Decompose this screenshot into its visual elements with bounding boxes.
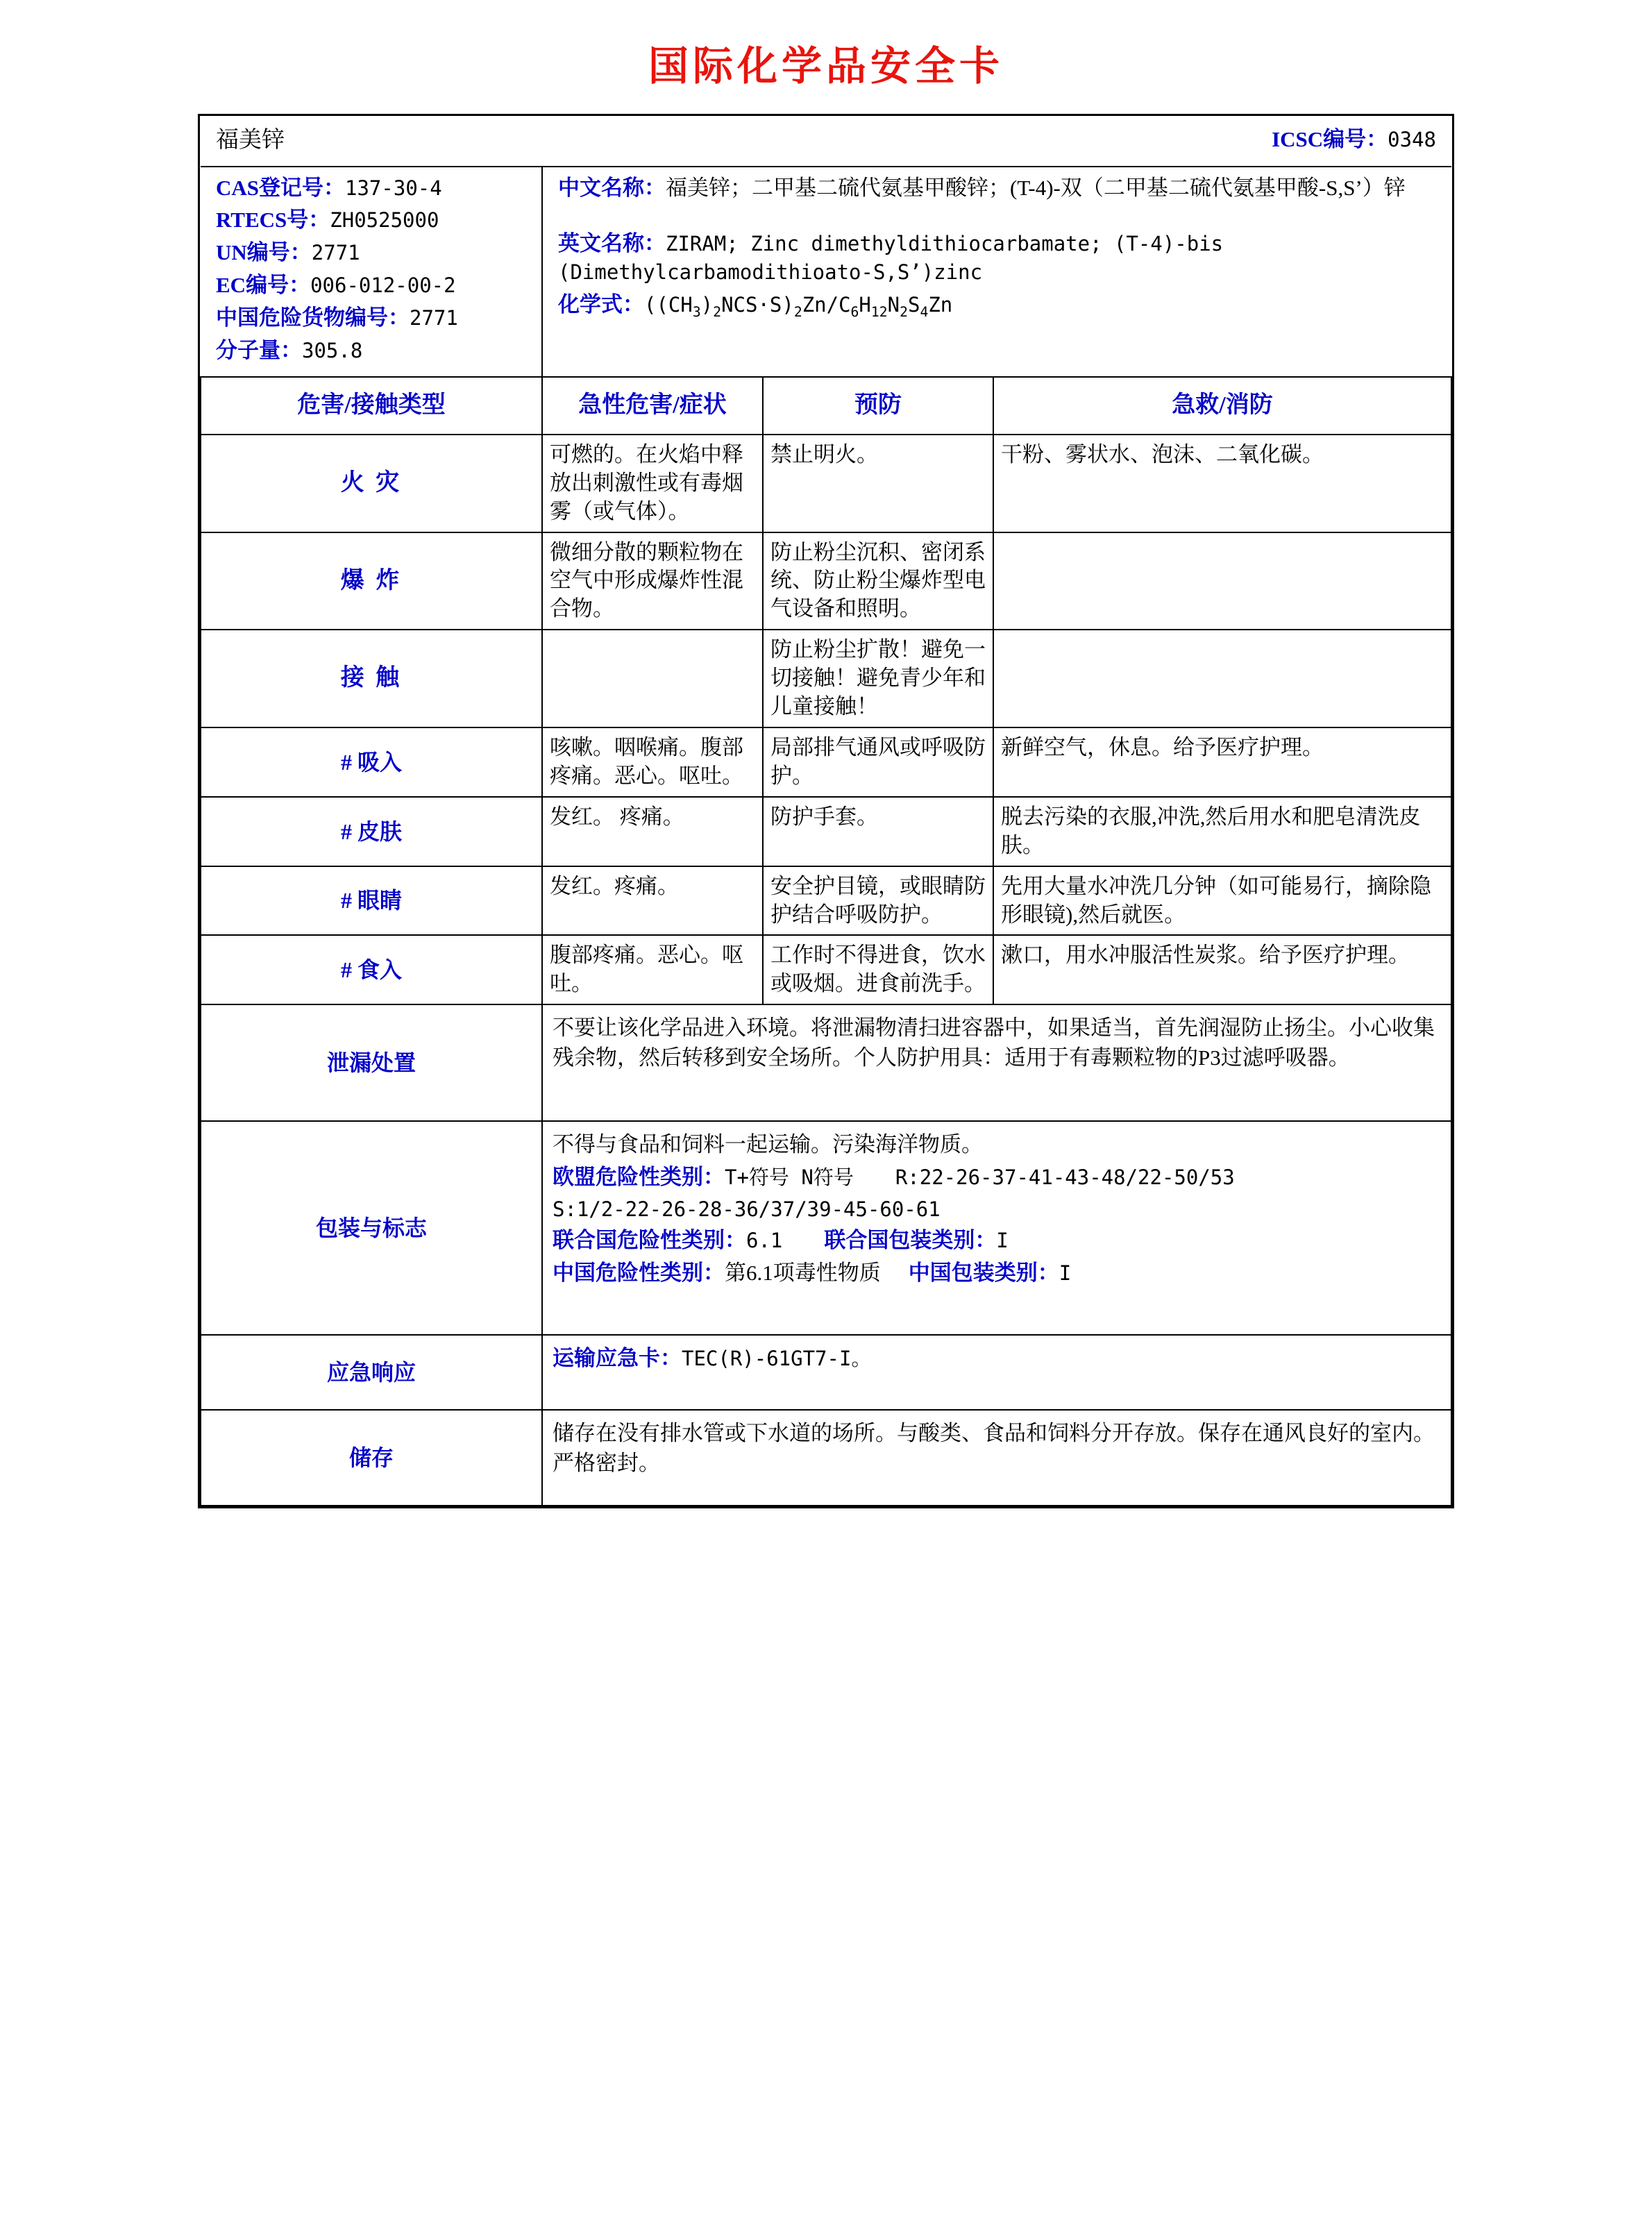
packaging-eu-value: T+符号 N符号 <box>725 1165 854 1190</box>
ident-ec-value: 006-012-00-2 <box>310 273 456 298</box>
card-header-row <box>201 116 1451 167</box>
bottom-spacer <box>0 1508 1652 1869</box>
row-label-packaging: 包装与标志 <box>201 1121 542 1335</box>
packaging-cn <box>553 1259 1441 1288</box>
ident-ec-label: EC编号： <box>216 273 311 298</box>
chinese-name <box>558 174 1442 203</box>
cell-ingestion-hazard: 腹部疼痛。恶心。呕吐。 <box>542 935 763 1004</box>
cell-explosion-hazard: 微细分散的颗粒物在空气中形成爆炸性混合物。 <box>542 532 763 630</box>
col-header-acute-hazard: 急性危害/症状 <box>542 377 763 435</box>
ident-cas-value: 137-30-4 <box>345 176 442 200</box>
page-title: 国际化学品安全卡 <box>648 42 1004 90</box>
ident-mw-label: 分子量： <box>216 338 302 363</box>
row-label-spill: 泄漏处置 <box>201 1004 542 1121</box>
ident-rtecs-value: ZH0525000 <box>330 208 439 233</box>
col-header-hazard-type: 危害/接触类型 <box>201 377 542 435</box>
icsc-label: ICSC编号： <box>1272 127 1388 151</box>
cell-inhalation-firstaid: 新鲜空气，休息。给予医疗护理。 <box>993 727 1451 797</box>
chinese-name-value: 福美锌；二甲基二硫代氨基甲酸锌；(T-4)-双（二甲基二硫代氨基甲酸-S,S’）锌 <box>666 175 1406 200</box>
packaging-un-pack-value: I <box>996 1228 1009 1252</box>
ident-rtecs <box>216 206 532 235</box>
col-header-prevention: 预防 <box>763 377 993 435</box>
table-row <box>201 1410 1451 1506</box>
icsc-card <box>198 114 1454 1508</box>
cell-explosion-firstaid <box>993 532 1451 630</box>
ident-spacer <box>558 206 1442 230</box>
table-row <box>201 532 1451 630</box>
packaging-cn-class-label: 中国危险性类别： <box>553 1260 725 1285</box>
english-name-label: 英文名称： <box>558 231 666 256</box>
cell-ingestion-prevention: 工作时不得进食，饮水或吸烟。进食前洗手。 <box>763 935 993 1004</box>
cell-fire-prevention: 禁止明火。 <box>763 435 993 532</box>
table-row <box>201 630 1451 727</box>
identification-left <box>201 167 542 377</box>
row-label-skin: # 皮肤 <box>201 797 542 866</box>
ident-mw-value: 305.8 <box>302 339 363 363</box>
column-header-row <box>201 377 1451 435</box>
ident-rtecs-label: RTECS号： <box>216 208 330 233</box>
cell-skin-firstaid: 脱去污染的衣服,冲洗,然后用水和肥皂清洗皮肤。 <box>993 797 1451 866</box>
table-row <box>201 1335 1451 1410</box>
table-row <box>201 1004 1451 1121</box>
packaging-un-class-label: 联合国危险性类别： <box>553 1227 746 1252</box>
ident-cn-goods <box>216 304 532 333</box>
row-label-ingestion: # 食入 <box>201 935 542 1004</box>
icsc-table <box>200 116 1452 1506</box>
row-label-eyes: # 眼睛 <box>201 866 542 936</box>
packaging-s-codes: S:1/2-22-26-28-36/37/39-45-60-61 <box>553 1197 941 1221</box>
cell-emergency <box>542 1335 1451 1410</box>
packaging-cn-pack-value: I <box>1059 1261 1072 1285</box>
row-label-exposure: 接 触 <box>201 630 542 727</box>
row-label-emergency: 应急响应 <box>201 1335 542 1410</box>
packaging-cn-pack-label: 中国包装类别： <box>908 1260 1059 1285</box>
chinese-name-label: 中文名称： <box>558 175 666 200</box>
english-name <box>558 230 1442 287</box>
cell-inhalation-hazard: 咳嗽。咽喉痛。腹部疼痛。恶心。呕吐。 <box>542 727 763 797</box>
cell-ingestion-firstaid: 漱口，用水冲服活性炭浆。给予医疗护理。 <box>993 935 1451 1004</box>
ident-cas <box>216 174 532 203</box>
row-label-storage: 储存 <box>201 1410 542 1506</box>
cell-inhalation-prevention: 局部排气通风或呼吸防护。 <box>763 727 993 797</box>
ident-un <box>216 239 532 267</box>
cell-storage-text: 储存在没有排水管或下水道的场所。与酸类、食品和饲料分开存放。保存在通风良好的室内。严格密封。 <box>542 1410 1451 1506</box>
table-row <box>201 797 1451 866</box>
identification-right <box>542 167 1451 377</box>
ident-cn-goods-value: 2771 <box>410 306 458 330</box>
row-label-explosion: 爆 炸 <box>201 532 542 630</box>
english-name-value: ZIRAM; Zinc dimethyldithiocarbamate; (T-4)-bis (Dimethylcarbamodithioato-S,S’)zinc <box>558 232 1224 285</box>
substance-name: 福美锌 <box>201 116 763 167</box>
ident-cas-label: CAS登记号： <box>216 175 346 200</box>
cell-eyes-prevention: 安全护目镜，或眼睛防护结合呼吸防护。 <box>763 866 993 936</box>
chemical-formula-label: 化学式： <box>558 292 644 317</box>
packaging-un-class-value: 6.1 <box>746 1228 783 1252</box>
table-row <box>201 435 1451 532</box>
cell-fire-firstaid: 干粉、雾状水、泡沫、二氧化碳。 <box>993 435 1451 532</box>
packaging-un <box>553 1226 1441 1256</box>
packaging-r-codes: R:22-26-37-41-43-48/22-50/53 <box>895 1165 1235 1190</box>
ident-cn-goods-label: 中国危险货物编号： <box>216 305 410 330</box>
cell-eyes-hazard: 发红。疼痛。 <box>542 866 763 936</box>
packaging-cn-class-value: 第6.1项毒性物质 <box>725 1260 881 1285</box>
cell-packaging <box>542 1121 1451 1335</box>
packaging-eu-class <box>553 1163 1441 1193</box>
packaging-eu-label: 欧盟危险性类别： <box>553 1165 725 1190</box>
cell-exposure-hazard <box>542 630 763 727</box>
table-row <box>201 727 1451 797</box>
emergency-card-value: TEC(R)-61GT7-I。 <box>682 1347 872 1371</box>
identification-row <box>201 167 1451 377</box>
cell-fire-hazard: 可燃的。在火焰中释放出刺激性或有毒烟雾（或气体）。 <box>542 435 763 532</box>
ident-ec <box>216 271 532 300</box>
cell-spill-text: 不要让该化学品进入环境。将泄漏物清扫进容器中，如果适当，首先润湿防止扬尘。小心收集残余物，然后转移到安全场所。个人防护用具：适用于有毒颗粒物的P3过滤呼吸器。 <box>542 1004 1451 1121</box>
packaging-line1: 不得与食品和饲料一起运输。污染海洋物质。 <box>553 1132 983 1157</box>
table-row <box>201 866 1451 936</box>
row-label-fire: 火 灾 <box>201 435 542 532</box>
ident-un-label: UN编号： <box>216 240 312 265</box>
cell-skin-prevention: 防护手套。 <box>763 797 993 866</box>
table-row <box>201 1121 1451 1335</box>
chemical-formula <box>558 291 1442 321</box>
emergency-card-label: 运输应急卡： <box>553 1346 682 1371</box>
chemical-formula-value: $((CH_3)_2NCS\cdot S)_2Zn/C_6H_{12}N_2S_4Zn$ <box>644 293 953 321</box>
cell-explosion-prevention: 防止粉尘沉积、密闭系统、防止粉尘爆炸型电气设备和照明。 <box>763 532 993 630</box>
icsc-value: 0348 <box>1388 128 1436 151</box>
cell-exposure-firstaid <box>993 630 1451 727</box>
cell-skin-hazard: 发红。 疼痛。 <box>542 797 763 866</box>
row-label-inhalation: # 吸入 <box>201 727 542 797</box>
ident-mw <box>216 337 532 365</box>
ident-un-value: 2771 <box>311 241 360 265</box>
table-row <box>201 935 1451 1004</box>
packaging-un-pack-label: 联合国包装类别： <box>824 1227 997 1252</box>
cell-exposure-prevention: 防止粉尘扩散！避免一切接触！避免青少年和儿童接触！ <box>763 630 993 727</box>
cell-eyes-firstaid: 先用大量水冲洗几分钟（如可能易行，摘除隐形眼镜),然后就医。 <box>993 866 1451 936</box>
col-header-firstaid: 急救/消防 <box>993 377 1451 435</box>
icsc-number-cell <box>763 116 1451 167</box>
